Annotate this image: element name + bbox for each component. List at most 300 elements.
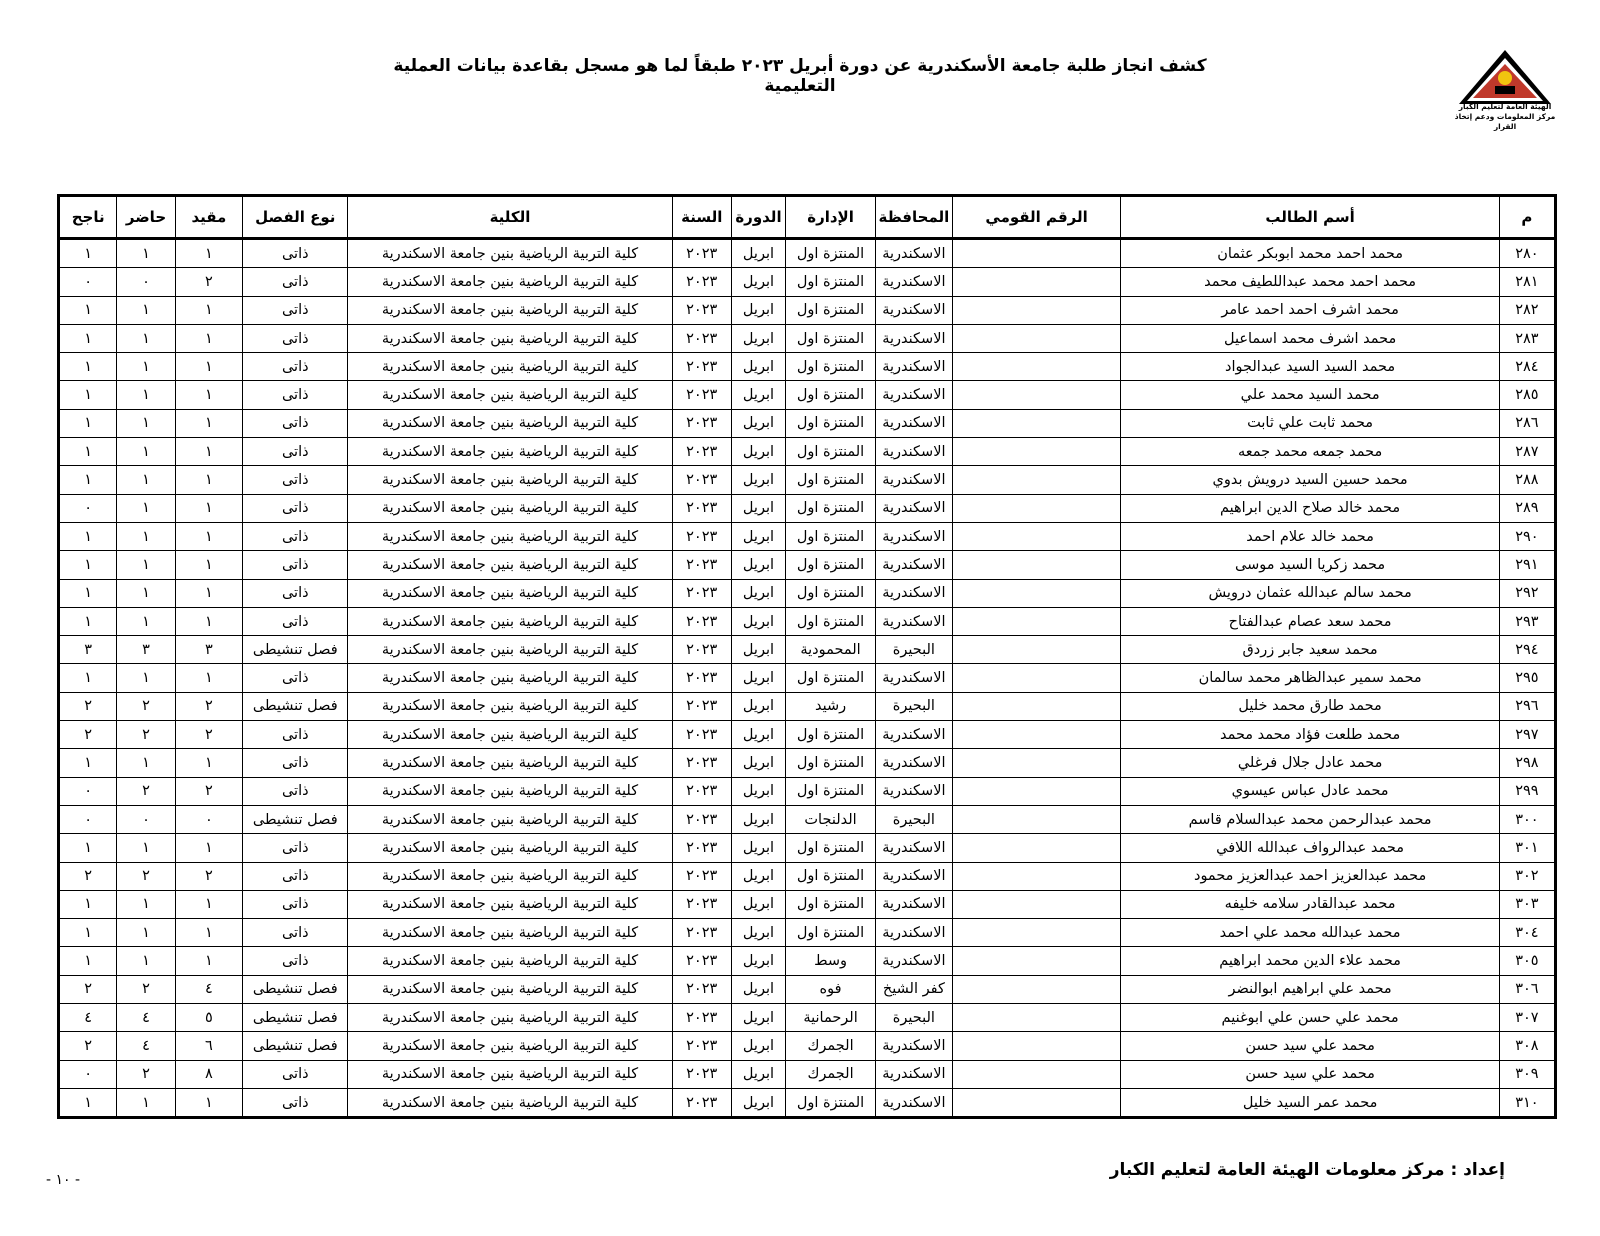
- cell-attended: ١: [117, 579, 175, 607]
- cell-enrolled: ١: [175, 919, 242, 947]
- cell-college: كلية التربية الرياضية بنين جامعة الاسكندرية: [348, 834, 672, 862]
- cell-enrolled: ١: [175, 324, 242, 352]
- cell-national-id: [952, 919, 1121, 947]
- cell-national-id: [952, 862, 1121, 890]
- cell-administration: المنتزة اول: [786, 409, 876, 437]
- cell-college: كلية التربية الرياضية بنين جامعة الاسكندرية: [348, 353, 672, 381]
- cell-governorate: الاسكندرية: [876, 438, 953, 466]
- cell-student-name: محمد سعد عصام عبدالفتاح: [1121, 607, 1499, 635]
- cell-college: كلية التربية الرياضية بنين جامعة الاسكندرية: [348, 890, 672, 918]
- cell-serial: ٣٠٢: [1499, 862, 1555, 890]
- cell-enrolled: ٣: [175, 636, 242, 664]
- cell-passed: ١: [59, 919, 117, 947]
- cell-national-id: [952, 607, 1121, 635]
- table-row: [59, 353, 1556, 381]
- cell-year: ٢٠٢٣: [672, 692, 731, 720]
- cell-governorate: الاسكندرية: [876, 522, 953, 550]
- cell-serial: ٢٨٥: [1499, 381, 1555, 409]
- cell-attended: ١: [117, 919, 175, 947]
- cell-enrolled: ٢: [175, 862, 242, 890]
- table-row: [59, 834, 1556, 862]
- cell-class-type: ذاتى: [243, 1088, 348, 1117]
- cell-national-id: [952, 409, 1121, 437]
- cell-class-type: فصل تنشيطى: [243, 805, 348, 833]
- cell-session: ابريل: [731, 692, 785, 720]
- cell-student-name: محمد عادل جلال فرغلي: [1121, 749, 1499, 777]
- cell-attended: ٠: [117, 268, 175, 296]
- cell-governorate: الاسكندرية: [876, 1088, 953, 1117]
- cell-passed: ٠: [59, 777, 117, 805]
- cell-session: ابريل: [731, 721, 785, 749]
- table-row: [59, 777, 1556, 805]
- cell-national-id: [952, 721, 1121, 749]
- cell-class-type: فصل تنشيطى: [243, 636, 348, 664]
- cell-student-name: محمد حسين السيد درويش بدوي: [1121, 466, 1499, 494]
- cell-session: ابريل: [731, 522, 785, 550]
- cell-passed: ١: [59, 1088, 117, 1117]
- cell-national-id: [952, 522, 1121, 550]
- cell-attended: ٠: [117, 805, 175, 833]
- page-title: كشف انجاز طلبة جامعة الأسكندرية عن دورة أبريل ٢٠٢٣ طبقاً لما هو مسجل بقاعدة بيانات العملية التعليمية: [393, 56, 1207, 96]
- table-row: [59, 692, 1556, 720]
- cell-serial: ٢٩١: [1499, 551, 1555, 579]
- cell-governorate: الاسكندرية: [876, 409, 953, 437]
- table-row: [59, 862, 1556, 890]
- cell-college: كلية التربية الرياضية بنين جامعة الاسكندرية: [348, 579, 672, 607]
- cell-class-type: ذاتى: [243, 324, 348, 352]
- cell-year: ٢٠٢٣: [672, 239, 731, 268]
- cell-attended: ٤: [117, 1004, 175, 1032]
- cell-administration: المنتزة اول: [786, 777, 876, 805]
- cell-college: كلية التربية الرياضية بنين جامعة الاسكندرية: [348, 636, 672, 664]
- cell-passed: ١: [59, 551, 117, 579]
- cell-year: ٢٠٢٣: [672, 551, 731, 579]
- table-header-row: [59, 196, 1556, 239]
- table-row: [59, 664, 1556, 692]
- cell-administration: المنتزة اول: [786, 834, 876, 862]
- cell-class-type: ذاتى: [243, 919, 348, 947]
- cell-class-type: فصل تنشيطى: [243, 692, 348, 720]
- cell-administration: المنتزة اول: [786, 381, 876, 409]
- cell-national-id: [952, 890, 1121, 918]
- cell-serial: ٢٨٨: [1499, 466, 1555, 494]
- cell-national-id: [952, 239, 1121, 268]
- cell-governorate: كفر الشيخ: [876, 975, 953, 1003]
- column-header-enrolled: مقيد: [175, 196, 242, 239]
- cell-student-name: محمد عمر السيد خليل: [1121, 1088, 1499, 1117]
- cell-year: ٢٠٢٣: [672, 579, 731, 607]
- cell-national-id: [952, 438, 1121, 466]
- cell-session: ابريل: [731, 1004, 785, 1032]
- cell-year: ٢٠٢٣: [672, 721, 731, 749]
- cell-national-id: [952, 834, 1121, 862]
- cell-class-type: ذاتى: [243, 607, 348, 635]
- cell-serial: ٢٨٧: [1499, 438, 1555, 466]
- cell-session: ابريل: [731, 239, 785, 268]
- cell-session: ابريل: [731, 494, 785, 522]
- cell-serial: ٢٩٢: [1499, 579, 1555, 607]
- cell-college: كلية التربية الرياضية بنين جامعة الاسكندرية: [348, 607, 672, 635]
- table-row: [59, 919, 1556, 947]
- cell-session: ابريل: [731, 947, 785, 975]
- cell-student-name: محمد علي حسن علي ابوغنيم: [1121, 1004, 1499, 1032]
- cell-serial: ٢٩٤: [1499, 636, 1555, 664]
- cell-administration: المنتزة اول: [786, 494, 876, 522]
- cell-governorate: الاسكندرية: [876, 1060, 953, 1088]
- cell-governorate: الاسكندرية: [876, 862, 953, 890]
- cell-enrolled: ١: [175, 296, 242, 324]
- cell-national-id: [952, 692, 1121, 720]
- page-number: - ١٠ -: [46, 1172, 81, 1188]
- cell-passed: ١: [59, 522, 117, 550]
- cell-national-id: [952, 381, 1121, 409]
- cell-college: كلية التربية الرياضية بنين جامعة الاسكندرية: [348, 438, 672, 466]
- cell-attended: ١: [117, 607, 175, 635]
- cell-national-id: [952, 749, 1121, 777]
- cell-governorate: البحيرة: [876, 636, 953, 664]
- cell-year: ٢٠٢٣: [672, 805, 731, 833]
- cell-enrolled: ٤: [175, 975, 242, 1003]
- cell-year: ٢٠٢٣: [672, 522, 731, 550]
- cell-student-name: محمد عبدالعزيز احمد عبدالعزيز محمود: [1121, 862, 1499, 890]
- cell-national-id: [952, 551, 1121, 579]
- cell-enrolled: ٦: [175, 1032, 242, 1060]
- cell-class-type: ذاتى: [243, 1060, 348, 1088]
- cell-attended: ٢: [117, 721, 175, 749]
- cell-administration: المنتزة اول: [786, 862, 876, 890]
- table-row: [59, 522, 1556, 550]
- cell-enrolled: ١: [175, 551, 242, 579]
- cell-session: ابريل: [731, 353, 785, 381]
- cell-administration: المنتزة اول: [786, 664, 876, 692]
- cell-passed: ١: [59, 579, 117, 607]
- cell-year: ٢٠٢٣: [672, 296, 731, 324]
- cell-national-id: [952, 1004, 1121, 1032]
- cell-student-name: محمد عبدالقادر سلامه خليفه: [1121, 890, 1499, 918]
- cell-attended: ٣: [117, 636, 175, 664]
- cell-attended: ١: [117, 664, 175, 692]
- cell-session: ابريل: [731, 551, 785, 579]
- cell-year: ٢٠٢٣: [672, 324, 731, 352]
- cell-college: كلية التربية الرياضية بنين جامعة الاسكندرية: [348, 862, 672, 890]
- cell-attended: ١: [117, 353, 175, 381]
- cell-passed: ٠: [59, 268, 117, 296]
- cell-college: كلية التربية الرياضية بنين جامعة الاسكندرية: [348, 409, 672, 437]
- cell-national-id: [952, 353, 1121, 381]
- cell-passed: ٠: [59, 1060, 117, 1088]
- cell-class-type: ذاتى: [243, 579, 348, 607]
- cell-college: كلية التربية الرياضية بنين جامعة الاسكندرية: [348, 1060, 672, 1088]
- table-row: [59, 721, 1556, 749]
- prepared-label: إعداد :: [1450, 1160, 1505, 1180]
- table-row: [59, 1004, 1556, 1032]
- cell-enrolled: ١: [175, 466, 242, 494]
- cell-serial: ٣٠١: [1499, 834, 1555, 862]
- cell-attended: ١: [117, 551, 175, 579]
- cell-student-name: محمد اشرف محمد اسماعيل: [1121, 324, 1499, 352]
- cell-year: ٢٠٢٣: [672, 834, 731, 862]
- cell-student-name: محمد خالد علام احمد: [1121, 522, 1499, 550]
- cell-class-type: ذاتى: [243, 721, 348, 749]
- cell-national-id: [952, 664, 1121, 692]
- cell-college: كلية التربية الرياضية بنين جامعة الاسكندرية: [348, 947, 672, 975]
- cell-college: كلية التربية الرياضية بنين جامعة الاسكندرية: [348, 975, 672, 1003]
- cell-session: ابريل: [731, 919, 785, 947]
- cell-year: ٢٠٢٣: [672, 438, 731, 466]
- cell-national-id: [952, 1060, 1121, 1088]
- cell-class-type: ذاتى: [243, 409, 348, 437]
- cell-serial: ٢٩٣: [1499, 607, 1555, 635]
- cell-session: ابريل: [731, 805, 785, 833]
- table-row: [59, 324, 1556, 352]
- cell-enrolled: ١: [175, 239, 242, 268]
- table-row: [59, 636, 1556, 664]
- cell-enrolled: ١: [175, 890, 242, 918]
- cell-session: ابريل: [731, 664, 785, 692]
- column-header-session: الدورة: [731, 196, 785, 239]
- cell-student-name: محمد سعيد جابر زردق: [1121, 636, 1499, 664]
- cell-enrolled: ١: [175, 381, 242, 409]
- cell-attended: ١: [117, 438, 175, 466]
- cell-passed: ١: [59, 239, 117, 268]
- cell-administration: المحمودية: [786, 636, 876, 664]
- cell-college: كلية التربية الرياضية بنين جامعة الاسكندرية: [348, 381, 672, 409]
- cell-governorate: الاسكندرية: [876, 721, 953, 749]
- cell-student-name: محمد سمير عبدالظاهر محمد سالمان: [1121, 664, 1499, 692]
- cell-governorate: الاسكندرية: [876, 296, 953, 324]
- cell-college: كلية التربية الرياضية بنين جامعة الاسكندرية: [348, 268, 672, 296]
- cell-national-id: [952, 947, 1121, 975]
- cell-attended: ٢: [117, 1060, 175, 1088]
- cell-year: ٢٠٢٣: [672, 381, 731, 409]
- cell-enrolled: ١: [175, 438, 242, 466]
- cell-year: ٢٠٢٣: [672, 749, 731, 777]
- cell-attended: ٤: [117, 1032, 175, 1060]
- cell-serial: ٣٠٣: [1499, 890, 1555, 918]
- cell-administration: رشيد: [786, 692, 876, 720]
- cell-student-name: محمد عبدالله محمد علي احمد: [1121, 919, 1499, 947]
- column-header-national-id: الرقم القومي: [952, 196, 1121, 239]
- cell-passed: ١: [59, 947, 117, 975]
- cell-college: كلية التربية الرياضية بنين جامعة الاسكندرية: [348, 749, 672, 777]
- cell-passed: ٢: [59, 692, 117, 720]
- cell-passed: ٢: [59, 862, 117, 890]
- cell-session: ابريل: [731, 890, 785, 918]
- cell-class-type: ذاتى: [243, 664, 348, 692]
- cell-serial: ٢٩٧: [1499, 721, 1555, 749]
- logo-line-1: الهيئة العامة لتعليم الكبار: [1458, 102, 1552, 111]
- cell-attended: ١: [117, 296, 175, 324]
- cell-session: ابريل: [731, 636, 785, 664]
- cell-enrolled: ١: [175, 834, 242, 862]
- cell-year: ٢٠٢٣: [672, 777, 731, 805]
- cell-session: ابريل: [731, 1032, 785, 1060]
- column-header-administration: الإدارة: [786, 196, 876, 239]
- cell-session: ابريل: [731, 296, 785, 324]
- cell-governorate: الاسكندرية: [876, 324, 953, 352]
- cell-class-type: ذاتى: [243, 239, 348, 268]
- column-header-serial: م: [1499, 196, 1555, 239]
- cell-serial: ٢٩٩: [1499, 777, 1555, 805]
- cell-session: ابريل: [731, 579, 785, 607]
- cell-enrolled: ٠: [175, 805, 242, 833]
- cell-year: ٢٠٢٣: [672, 353, 731, 381]
- cell-attended: ١: [117, 749, 175, 777]
- cell-year: ٢٠٢٣: [672, 975, 731, 1003]
- cell-attended: ٢: [117, 975, 175, 1003]
- cell-student-name: محمد ثابت علي ثابت: [1121, 409, 1499, 437]
- cell-administration: الجمرك: [786, 1060, 876, 1088]
- table-row: [59, 1088, 1556, 1117]
- cell-class-type: ذاتى: [243, 296, 348, 324]
- cell-serial: ٣٠٧: [1499, 1004, 1555, 1032]
- cell-year: ٢٠٢٣: [672, 947, 731, 975]
- logo-line-2: مركز المعلومات ودعم إتخاذ القرار: [1454, 112, 1556, 131]
- cell-governorate: الاسكندرية: [876, 834, 953, 862]
- cell-governorate: الاسكندرية: [876, 381, 953, 409]
- cell-passed: ٢: [59, 1032, 117, 1060]
- cell-session: ابريل: [731, 268, 785, 296]
- cell-attended: ٢: [117, 862, 175, 890]
- cell-class-type: ذاتى: [243, 749, 348, 777]
- cell-administration: المنتزة اول: [786, 919, 876, 947]
- table-row: [59, 239, 1556, 268]
- students-table: [57, 194, 1557, 1119]
- table-row: [59, 1060, 1556, 1088]
- cell-session: ابريل: [731, 975, 785, 1003]
- cell-serial: ٢٨٩: [1499, 494, 1555, 522]
- cell-administration: الجمرك: [786, 1032, 876, 1060]
- cell-passed: ١: [59, 409, 117, 437]
- cell-serial: ٣٠٨: [1499, 1032, 1555, 1060]
- cell-college: كلية التربية الرياضية بنين جامعة الاسكندرية: [348, 664, 672, 692]
- table-body: [59, 239, 1556, 1118]
- cell-administration: المنتزة اول: [786, 607, 876, 635]
- cell-student-name: محمد خالد صلاح الدين ابراهيم: [1121, 494, 1499, 522]
- cell-student-name: محمد عادل عباس عيسوي: [1121, 777, 1499, 805]
- cell-enrolled: ٢: [175, 777, 242, 805]
- column-header-class-type: نوع الفصل: [243, 196, 348, 239]
- cell-enrolled: ٨: [175, 1060, 242, 1088]
- cell-student-name: محمد عبدالرحمن محمد عبدالسلام قاسم: [1121, 805, 1499, 833]
- cell-college: كلية التربية الرياضية بنين جامعة الاسكندرية: [348, 692, 672, 720]
- cell-student-name: محمد السيد محمد علي: [1121, 381, 1499, 409]
- cell-passed: ١: [59, 438, 117, 466]
- cell-serial: ٣٠٥: [1499, 947, 1555, 975]
- logo-caption: [1445, 102, 1565, 132]
- cell-governorate: الاسكندرية: [876, 777, 953, 805]
- cell-enrolled: ١: [175, 353, 242, 381]
- cell-passed: ٢: [59, 721, 117, 749]
- cell-national-id: [952, 1088, 1121, 1117]
- cell-passed: ٤: [59, 1004, 117, 1032]
- cell-serial: ٢٩٠: [1499, 522, 1555, 550]
- table-row: [59, 1032, 1556, 1060]
- column-header-year: السنة: [672, 196, 731, 239]
- table-row: [59, 268, 1556, 296]
- cell-attended: ١: [117, 381, 175, 409]
- cell-class-type: ذاتى: [243, 777, 348, 805]
- cell-attended: ١: [117, 494, 175, 522]
- cell-national-id: [952, 466, 1121, 494]
- cell-serial: ٣١٠: [1499, 1088, 1555, 1117]
- cell-student-name: محمد طلعت فؤاد محمد محمد: [1121, 721, 1499, 749]
- logo-pyramid-icon: [1455, 48, 1555, 106]
- cell-serial: ٢٨١: [1499, 268, 1555, 296]
- cell-attended: ١: [117, 409, 175, 437]
- cell-serial: ٣٠٠: [1499, 805, 1555, 833]
- cell-passed: ٣: [59, 636, 117, 664]
- cell-student-name: محمد عبدالرواف عبدالله اللافي: [1121, 834, 1499, 862]
- cell-class-type: فصل تنشيطى: [243, 975, 348, 1003]
- table-row: [59, 438, 1556, 466]
- cell-class-type: ذاتى: [243, 494, 348, 522]
- cell-serial: ٣٠٩: [1499, 1060, 1555, 1088]
- cell-college: كلية التربية الرياضية بنين جامعة الاسكندرية: [348, 239, 672, 268]
- cell-serial: ٢٨٢: [1499, 296, 1555, 324]
- cell-passed: ١: [59, 607, 117, 635]
- cell-year: ٢٠٢٣: [672, 409, 731, 437]
- cell-serial: ٢٨٣: [1499, 324, 1555, 352]
- cell-college: كلية التربية الرياضية بنين جامعة الاسكندرية: [348, 1004, 672, 1032]
- cell-enrolled: ٢: [175, 692, 242, 720]
- table-row: [59, 607, 1556, 635]
- cell-national-id: [952, 296, 1121, 324]
- cell-administration: المنتزة اول: [786, 466, 876, 494]
- cell-session: ابريل: [731, 324, 785, 352]
- cell-passed: ١: [59, 353, 117, 381]
- cell-session: ابريل: [731, 1088, 785, 1117]
- cell-enrolled: ١: [175, 522, 242, 550]
- cell-year: ٢٠٢٣: [672, 1088, 731, 1117]
- cell-national-id: [952, 975, 1121, 1003]
- table-row: [59, 494, 1556, 522]
- cell-enrolled: ١: [175, 607, 242, 635]
- column-header-student-name: أسم الطالب: [1121, 196, 1499, 239]
- cell-attended: ٢: [117, 777, 175, 805]
- cell-serial: ٢٨٠: [1499, 239, 1555, 268]
- cell-class-type: ذاتى: [243, 381, 348, 409]
- cell-governorate: الاسكندرية: [876, 494, 953, 522]
- cell-national-id: [952, 268, 1121, 296]
- cell-governorate: الاسكندرية: [876, 919, 953, 947]
- cell-year: ٢٠٢٣: [672, 1060, 731, 1088]
- cell-class-type: ذاتى: [243, 353, 348, 381]
- table-row: [59, 749, 1556, 777]
- cell-national-id: [952, 777, 1121, 805]
- cell-class-type: فصل تنشيطى: [243, 1032, 348, 1060]
- cell-college: كلية التربية الرياضية بنين جامعة الاسكندرية: [348, 466, 672, 494]
- cell-student-name: محمد اشرف احمد احمد عامر: [1121, 296, 1499, 324]
- cell-class-type: ذاتى: [243, 522, 348, 550]
- cell-administration: المنتزة اول: [786, 353, 876, 381]
- cell-session: ابريل: [731, 381, 785, 409]
- cell-passed: ١: [59, 381, 117, 409]
- cell-governorate: الاسكندرية: [876, 466, 953, 494]
- cell-serial: ٢٩٥: [1499, 664, 1555, 692]
- cell-class-type: ذاتى: [243, 268, 348, 296]
- cell-administration: المنتزة اول: [786, 1088, 876, 1117]
- cell-session: ابريل: [731, 1060, 785, 1088]
- cell-college: كلية التربية الرياضية بنين جامعة الاسكندرية: [348, 721, 672, 749]
- cell-college: كلية التربية الرياضية بنين جامعة الاسكندرية: [348, 551, 672, 579]
- cell-college: كلية التربية الرياضية بنين جامعة الاسكندرية: [348, 494, 672, 522]
- cell-national-id: [952, 579, 1121, 607]
- cell-student-name: محمد سالم عبدالله عثمان درويش: [1121, 579, 1499, 607]
- cell-year: ٢٠٢٣: [672, 664, 731, 692]
- cell-administration: وسط: [786, 947, 876, 975]
- table-row: [59, 579, 1556, 607]
